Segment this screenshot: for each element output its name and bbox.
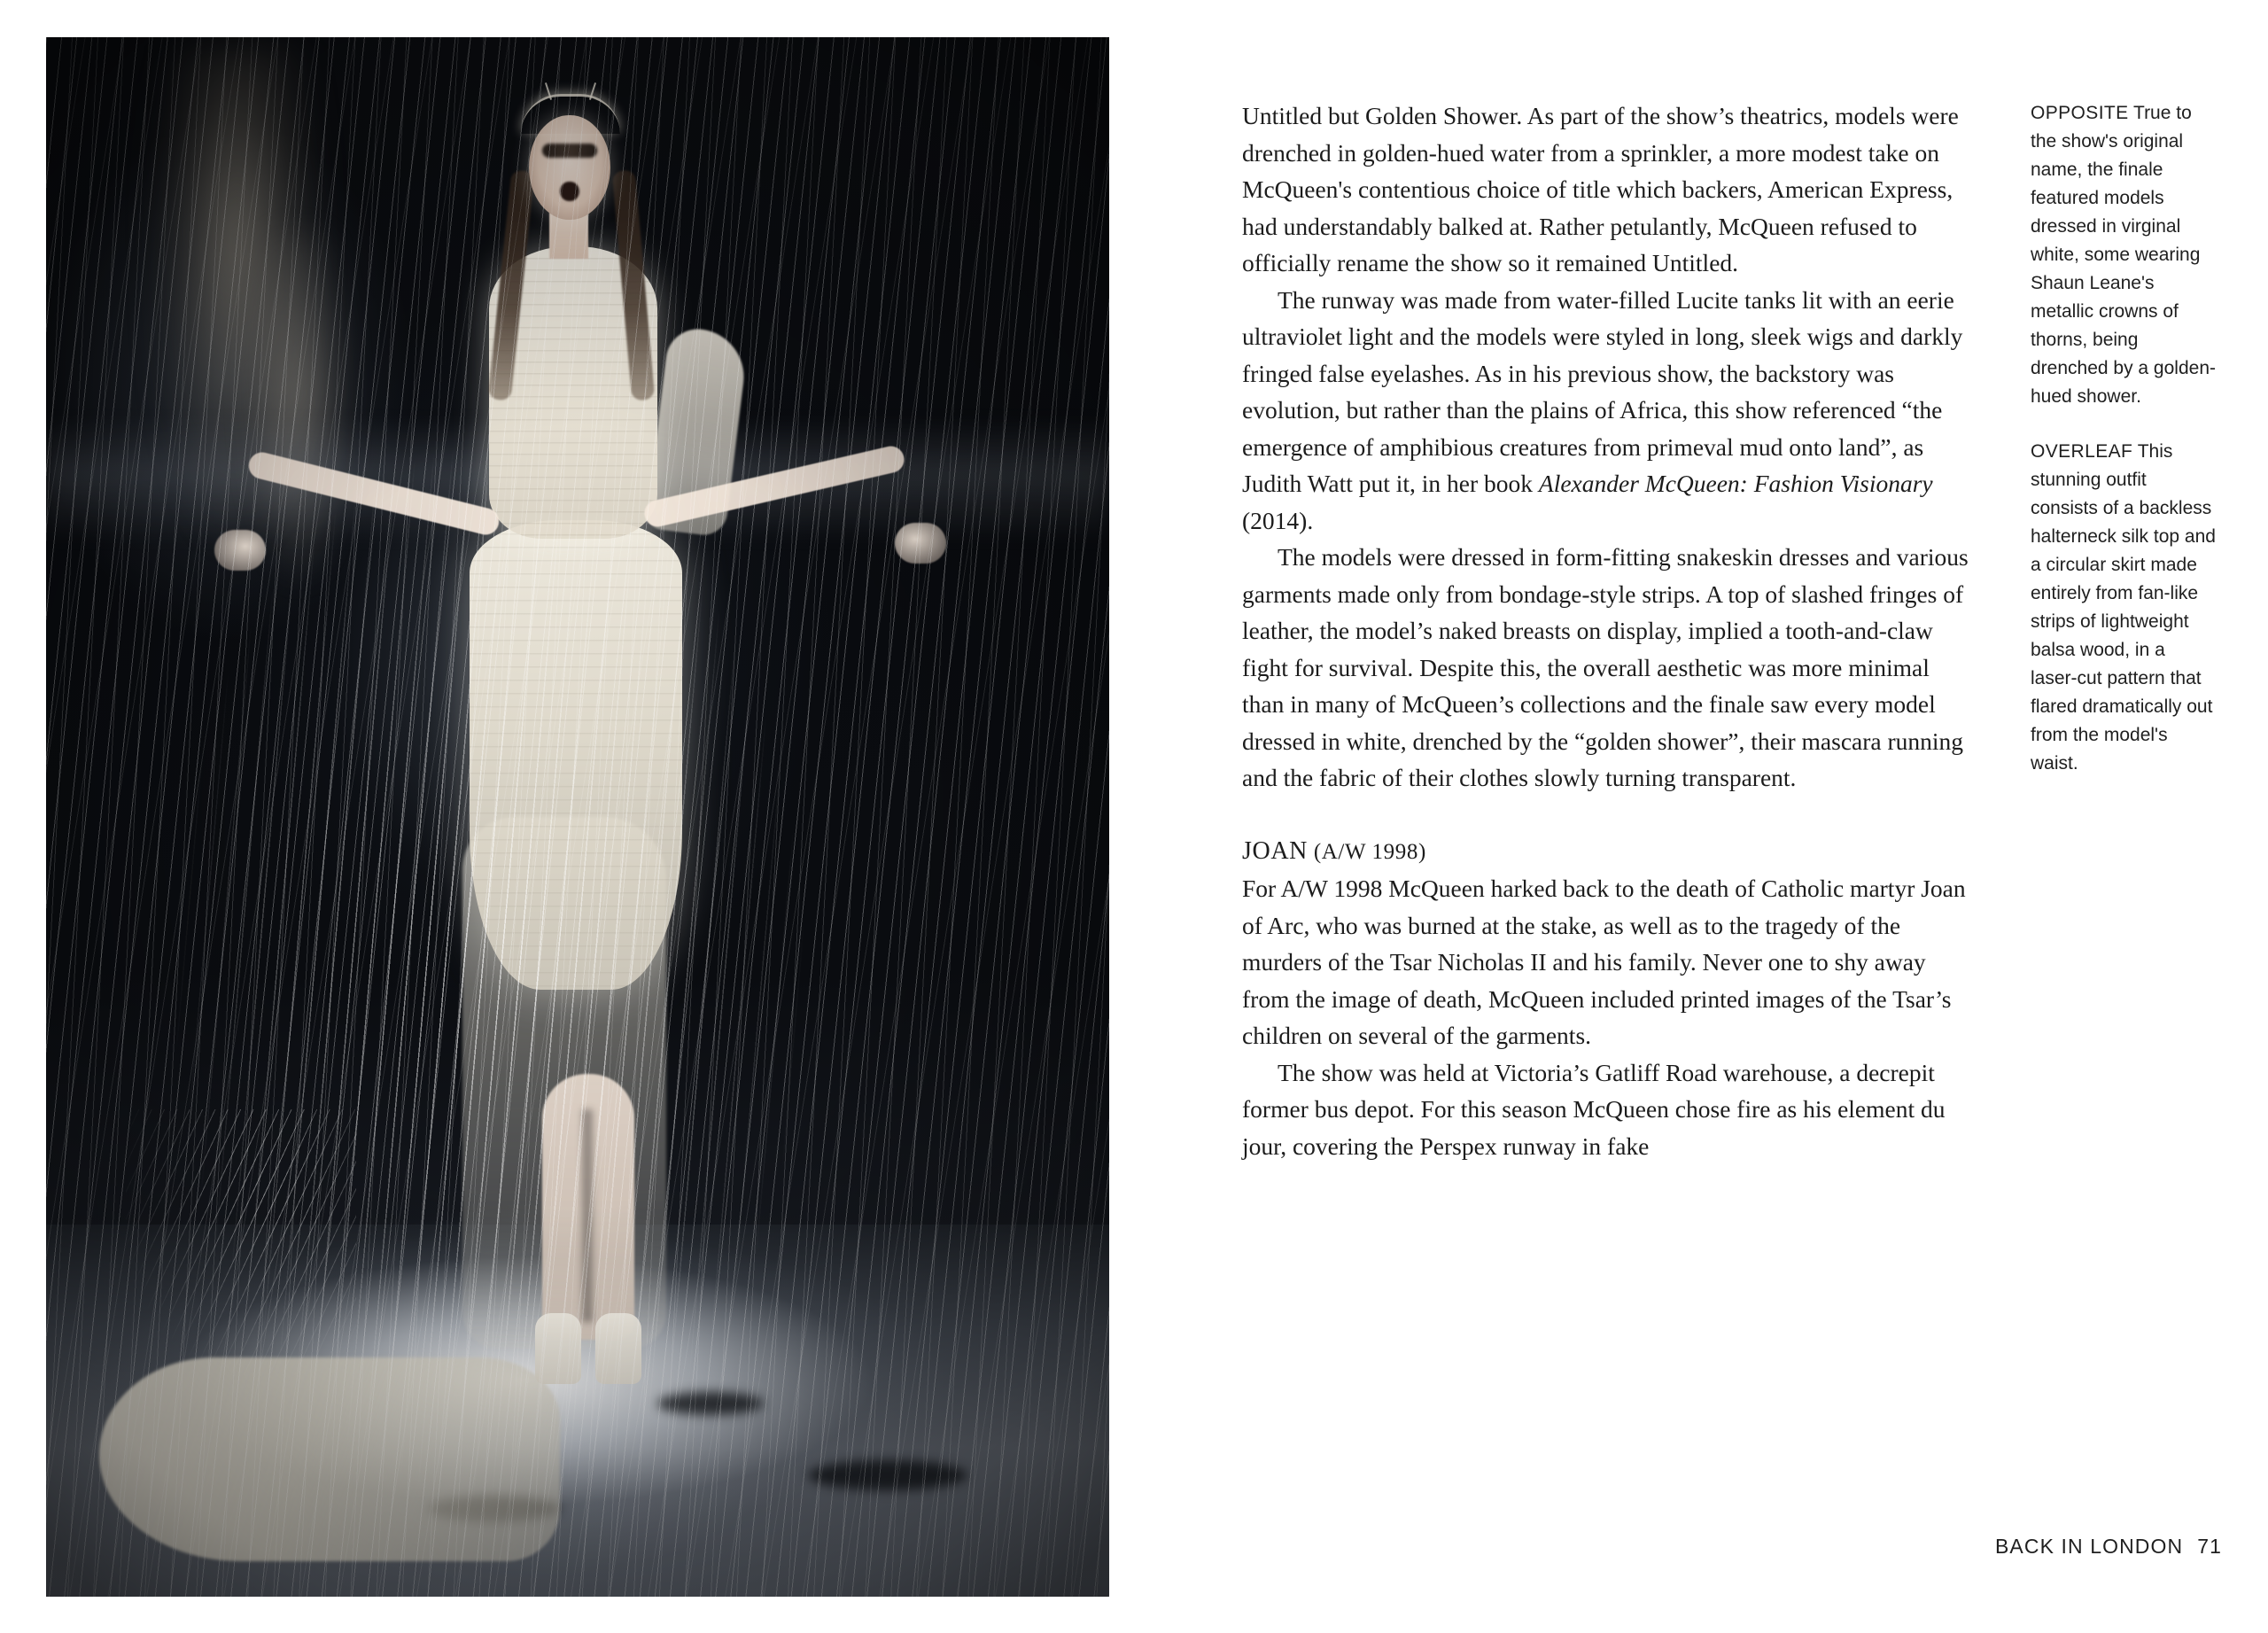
caption-overleaf	[2031, 438, 2217, 778]
section-heading-season-text: (A/W 1998)	[1313, 839, 1426, 864]
paragraph-2-part-a: The runway was made from water-filled Lucite tanks lit with an eerie ultraviolet light and the models were styled in long, sleek wigs and darkly fringed false eyelashes. As in his previous show, the backstory was evolution, but rather than the plains of Africa, this show referenced “the emergence of amphibious creatures from primeval mud onto land”, as Judith Watt put it, in her book	[1242, 285, 1963, 497]
water-splash	[126, 1109, 356, 1375]
caption-column	[2031, 99, 2217, 778]
runway-photograph	[46, 37, 1109, 1597]
caption-overleaf-text: This stunning outfit consists of a backless halterneck silk top and a circular skirt made entirely from fan-like strips of lightweight balsa wood, in a laser-cut pattern that flared dramatically out from the model's waist.	[2031, 441, 2216, 774]
book-title-italic: Alexander McQueen: Fashion Visionary	[1538, 470, 1933, 497]
page-number: 71	[2197, 1535, 2222, 1558]
section-heading-season	[1308, 840, 1426, 864]
section-heading	[1242, 833, 1977, 871]
page-footer	[1995, 1535, 2222, 1559]
body-text-column	[1242, 97, 1977, 1164]
paragraph-1: Untitled but Golden Shower. As part of the show’s theatrics, models were drenched in golden-hued water from a sprinkler, a more modest take on McQueen's contentious choice of title which backers, American Express, had understandably balked at. Rather petulantly, McQueen refused to officially rename the show so it remained Untitled.	[1242, 102, 1959, 276]
caption-opposite	[2031, 99, 2217, 411]
right-page	[1118, 0, 2268, 1633]
paragraph-5: The show was held at Victoria’s Gatliff Road warehouse, a decrepit former bus depot. For this season McQueen chose fire as his element du jour, covering the Perspex runway in fake	[1242, 1058, 1946, 1160]
caption-opposite-text: True to the show's original name, the finale featured models dressed in virginal white, some wearing Shaun Leane's metallic crowns of thorns, being drenched by a golden-hued shower.	[2031, 103, 2216, 407]
paragraph-spacer	[1242, 797, 1977, 833]
left-page	[0, 0, 1118, 1633]
paragraph-2-part-b: (2014).	[1242, 506, 1314, 534]
caption-overleaf-label: OVERLEAF	[2031, 441, 2133, 462]
paragraph-4: For A/W 1998 McQueen harked back to the death of Catholic martyr Joan of Arc, who was burned at the stake, as well as to the tragedy of the murders of the Tsar Nicholas II and his family. Never one to shy away from the image of death, McQueen included printed images of the Tsar’s children on several of the garments.	[1242, 875, 1966, 1049]
paragraph-3: The models were dressed in form-fitting snakeskin dresses and various garments made only from bondage-style strips. A top of slashed fringes of leather, the model’s naked breasts on display, implied a tooth-and-claw fight for survival. Despite this, the overall aesthetic was more minimal than in many of McQueen’s collections and the finale saw every model dressed in white, drenched by the “golden shower”, their mascara running and the fabric of their clothes slowly turning transparent.	[1242, 543, 1969, 791]
caption-opposite-label: OPPOSITE	[2031, 103, 2129, 123]
section-heading-title: JOAN	[1242, 836, 1308, 865]
paragraph-2	[1242, 282, 1977, 540]
running-head: BACK IN LONDON	[1994, 1535, 2184, 1558]
